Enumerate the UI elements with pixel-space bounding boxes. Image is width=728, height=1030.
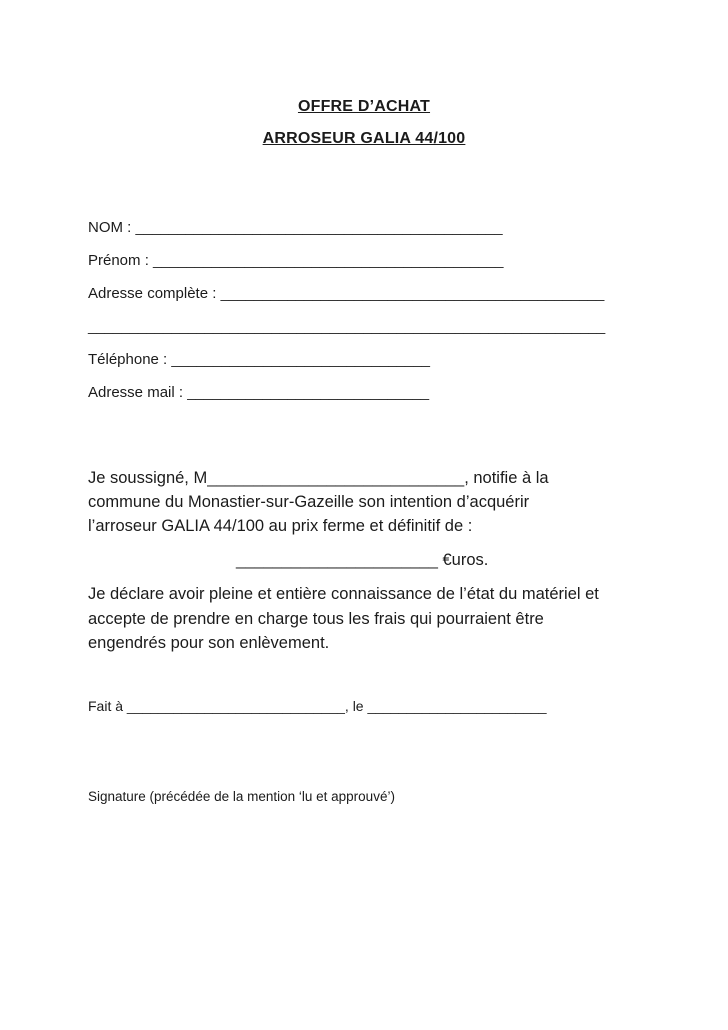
place-date-line (88, 696, 640, 716)
fait-a-label: Fait à (88, 697, 127, 714)
intro-line1-suffix: , notifie à la (464, 469, 549, 487)
declaration-line-3: engendrés pour son enlèvement. (88, 634, 330, 652)
field-row-nom (88, 218, 640, 238)
intro-paragraph (88, 466, 640, 538)
nom-label: NOM : (88, 219, 136, 236)
intro-name-blank-line: ____________________________ (207, 469, 465, 487)
document-titles (88, 97, 640, 148)
telephone-label: Téléphone : (88, 351, 172, 368)
price-currency-label: €uros. (437, 551, 489, 569)
adresse-continuation-blank-line: ______________________________________________________________ (88, 318, 606, 335)
telephone-blank-line: _______________________________ (171, 351, 431, 368)
signature-note: Signature (précédée de la mention ‘lu et approuvé’) (88, 788, 395, 804)
field-row-adresse-continuation (88, 317, 640, 337)
declaration-line-2: accepte de prendre en charge tous les frais qui pourraient être (88, 609, 544, 628)
field-row-telephone (88, 350, 640, 370)
declaration-line-1: Je déclare avoir pleine et entière connaissance de l’état du matériel et (88, 585, 599, 603)
prenom-label: Prénom : (88, 252, 154, 269)
place-blank-line: ____________________________ (126, 697, 345, 714)
prenom-blank-line: __________________________________________ (153, 252, 504, 269)
le-label: , le (344, 697, 368, 714)
declaration-paragraph (88, 582, 640, 656)
field-row-prenom (88, 251, 640, 271)
title-arroseur-galia: ARROSEUR GALIA 44/100 (262, 130, 466, 147)
intro-line-1 (88, 466, 640, 490)
field-row-mail (88, 383, 640, 403)
price-line (88, 548, 640, 572)
contact-form-section (88, 218, 640, 403)
intro-line1-prefix: Je soussigné, M (88, 469, 208, 487)
mail-label: Adresse mail : (88, 384, 188, 401)
nom-blank-line: ____________________________________________ (135, 219, 503, 236)
field-row-adresse (88, 284, 640, 304)
mail-blank-line: _____________________________ (187, 384, 430, 401)
adresse-label: Adresse complète : (88, 285, 221, 302)
date-blank-line: _______________________ (367, 697, 547, 714)
title-offre-achat: OFFRE D’ACHAT (297, 98, 431, 115)
intro-line-2: commune du Monastier-sur-Gazeille son intention d’acquérir (88, 493, 530, 511)
intro-line-3: l’arroseur GALIA 44/100 au prix ferme et définitif de : (88, 517, 473, 535)
adresse-blank-line: ______________________________________________ (220, 285, 605, 302)
price-blank-line: ______________________ (236, 551, 438, 569)
